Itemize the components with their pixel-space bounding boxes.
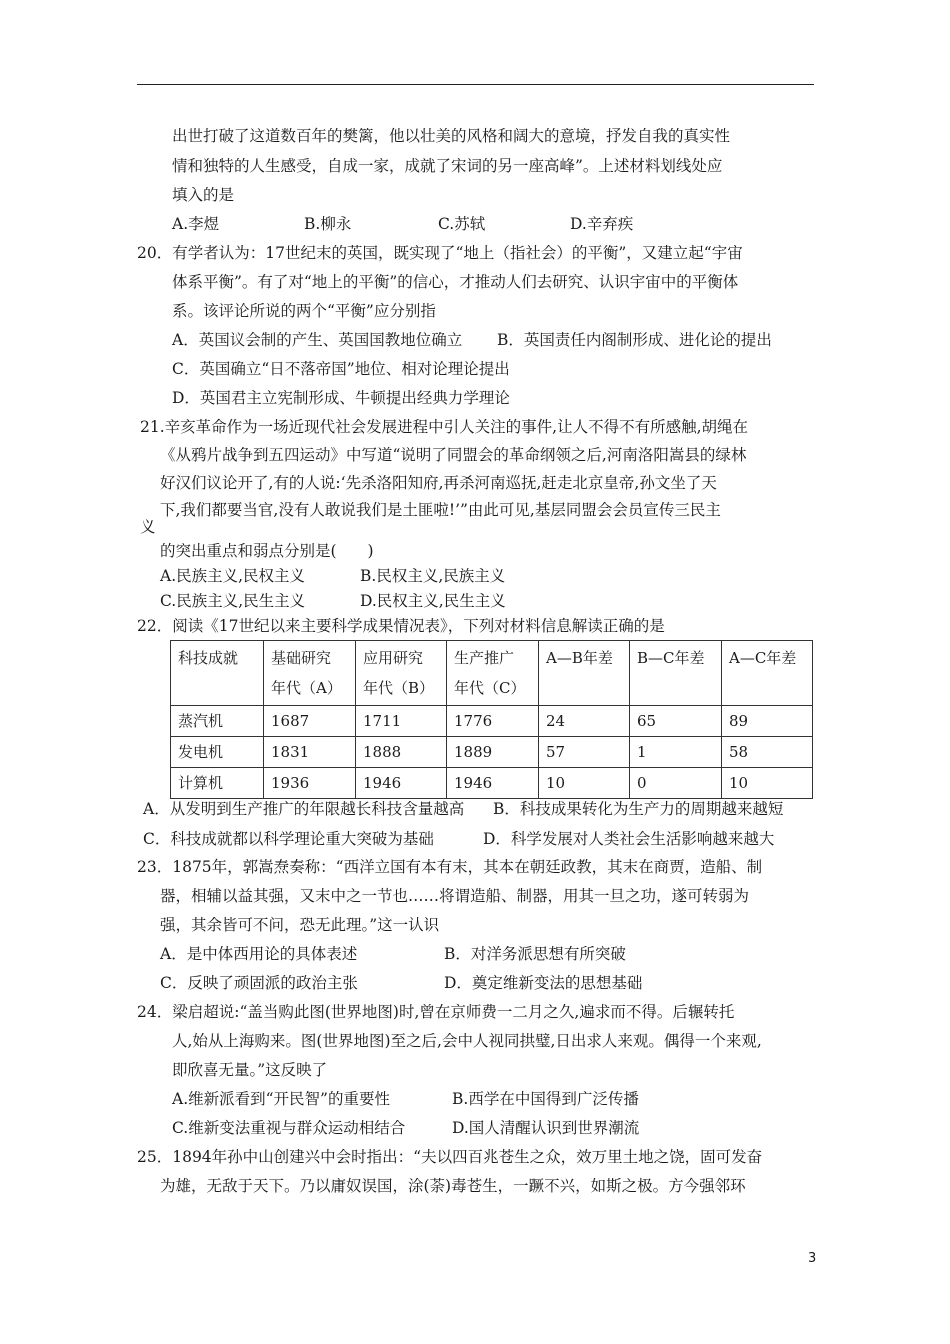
q20-option-a[interactable]: A．英国议会制的产生、英国国教地位确立 bbox=[172, 331, 463, 349]
q24-line-3: 即欣喜无量。”这反映了 bbox=[172, 1061, 328, 1079]
q21-line-1: 21.辛亥革命作为一场近现代社会发展进程中引人关注的事件,让人不得不有所感触,胡绳在 bbox=[140, 418, 749, 436]
q23-option-a[interactable]: A．是中体西用论的具体表述 bbox=[160, 945, 358, 963]
q20-option-c[interactable]: C．英国确立“日不落帝国”地位、相对论理论提出 bbox=[172, 360, 510, 378]
table-cell: 1 bbox=[630, 737, 722, 768]
table-cell: 10 bbox=[539, 768, 630, 799]
table-cell: 1946 bbox=[447, 768, 539, 799]
table-cell: 65 bbox=[630, 706, 722, 737]
table-cell: 1687 bbox=[264, 706, 356, 737]
table-header-cell: A—B年差 bbox=[539, 641, 630, 706]
q23-option-b[interactable]: B．对洋务派思想有所突破 bbox=[444, 945, 626, 963]
q24-option-b[interactable]: B.西学在中国得到广泛传播 bbox=[452, 1090, 639, 1108]
table-header-cell: A—C年差 bbox=[722, 641, 813, 706]
q22-option-d[interactable]: D．科学发展对人类社会生活影响越来越大 bbox=[483, 830, 775, 848]
table-header-cell: 科技成就 bbox=[171, 641, 264, 706]
q20-line-2: 体系平衡”。有了对“地上的平衡”的信心，才推动人们去研究、认识宇宙中的平衡体 bbox=[172, 273, 739, 291]
science-achievements-table bbox=[170, 640, 813, 799]
header-rule bbox=[137, 84, 814, 85]
q21-option-b[interactable]: B.民权主义,民族主义 bbox=[360, 567, 506, 585]
page-number: 3 bbox=[808, 1251, 817, 1266]
q19-line-2: 情和独特的人生感受，自成一家，成就了宋词的另一座高峰”。上述材料划线处应 bbox=[172, 157, 723, 175]
table-header-row bbox=[171, 641, 813, 706]
q24-line-1: 24．梁启超说:“盖当购此图(世界地图)时,曾在京师费一二月之久,遍求而不得。后辗转托 bbox=[137, 1003, 735, 1021]
table-cell: 0 bbox=[630, 768, 722, 799]
q23-line-1: 23．1875年，郭嵩焘奏称：“西洋立国有本有末，其本在朝廷政教，其末在商贾，造船、制 bbox=[137, 858, 763, 876]
table-cell: 1776 bbox=[447, 706, 539, 737]
q20-line-3: 系。该评论所说的两个“平衡”应分别指 bbox=[172, 302, 436, 320]
table-cell: 1831 bbox=[264, 737, 356, 768]
table-cell: 1711 bbox=[356, 706, 447, 737]
q22-option-b[interactable]: B．科技成果转化为生产力的周期越来越短 bbox=[493, 800, 784, 818]
q25-line-2: 为雄，无敌于天下。乃以庸奴误国，涂(荼)毒苍生，一蹶不兴，如斯之极。方今强邻环 bbox=[160, 1177, 746, 1195]
table-cell: 1936 bbox=[264, 768, 356, 799]
q23-line-3: 强，其余皆可不问，恐无此理。”这一认识 bbox=[160, 916, 440, 934]
table-cell: 57 bbox=[539, 737, 630, 768]
table-cell: 10 bbox=[722, 768, 813, 799]
q21-line-4: 下,我们都要当官,没有人敢说我们是土匪啦!’”由此可见,基层同盟会会员宣传三民主 bbox=[160, 501, 721, 519]
q21-line-2: 《从鸦片战争到五四运动》中写道“说明了同盟会的革命纲领之后,河南洛阳嵩县的绿林 bbox=[160, 446, 747, 464]
q21-line-3: 好汉们议论开了,有的人说:‘先杀洛阳知府,再杀河南巡抚,赶走北京皇帝,孙文坐了天 bbox=[160, 474, 717, 492]
q23-option-d[interactable]: D．奠定维新变法的思想基础 bbox=[444, 974, 643, 992]
table-row bbox=[171, 768, 813, 799]
table-cell: 89 bbox=[722, 706, 813, 737]
q24-option-a[interactable]: A.维新派看到“开民智”的重要性 bbox=[172, 1090, 390, 1108]
q22-stem: 22．阅读《17世纪以来主要科学成果情况表》，下列对材料信息解读正确的是 bbox=[137, 617, 665, 635]
q21-option-d[interactable]: D.民权主义,民生主义 bbox=[360, 592, 506, 610]
q20-option-b[interactable]: B．英国责任内阁制形成、进化论的提出 bbox=[497, 331, 772, 349]
table-header-cell: 应用研究 年代（B） bbox=[356, 641, 447, 706]
q21-line-6: 的突出重点和弱点分别是( ) bbox=[160, 542, 374, 560]
q24-option-c[interactable]: C.维新变法重视与群众运动相结合 bbox=[172, 1119, 406, 1137]
q25-line-1: 25．1894年孙中山创建兴中会时指出：“夫以四百兆苍生之众，效万里土地之饶，固可发奋 bbox=[137, 1148, 763, 1166]
q23-line-2: 器，相辅以益其强，又末中之一节也……将谓造船、制器，用其一旦之功，遂可转弱为 bbox=[160, 887, 750, 905]
q22-option-c[interactable]: C．科技成就都以科学理论重大突破为基础 bbox=[143, 830, 434, 848]
q19-option-a[interactable]: A.李煜 bbox=[172, 215, 220, 233]
q19-option-d[interactable]: D.辛弃疾 bbox=[570, 215, 634, 233]
table-cell: 58 bbox=[722, 737, 813, 768]
q24-option-d[interactable]: D.国人清醒认识到世界潮流 bbox=[452, 1119, 640, 1137]
table-cell: 1888 bbox=[356, 737, 447, 768]
q20-line-1: 20．有学者认为：17世纪末的英国，既实现了“地上（指社会）的平衡”，又建立起“宇宙 bbox=[137, 244, 743, 262]
q21-line-5: 义 bbox=[140, 518, 156, 536]
q22-option-a[interactable]: A．从发明到生产推广的年限越长科技含量越高 bbox=[143, 800, 465, 818]
q19-option-c[interactable]: C.苏轼 bbox=[438, 215, 486, 233]
q19-line-1: 出世打破了这道数百年的樊篱，他以壮美的风格和阔大的意境，抒发自我的真实性 bbox=[172, 127, 731, 145]
table-cell: 计算机 bbox=[171, 768, 264, 799]
q19-option-b[interactable]: B.柳永 bbox=[304, 215, 352, 233]
table-header-cell: B—C年差 bbox=[630, 641, 722, 706]
table-cell: 蒸汽机 bbox=[171, 706, 264, 737]
table-cell: 1946 bbox=[356, 768, 447, 799]
table-cell: 1889 bbox=[447, 737, 539, 768]
q21-option-c[interactable]: C.民族主义,民生主义 bbox=[160, 592, 306, 610]
table-header-cell: 基础研究 年代（A） bbox=[264, 641, 356, 706]
q23-option-c[interactable]: C．反映了顽固派的政治主张 bbox=[160, 974, 358, 992]
q24-line-2: 人,始从上海购来。图(世界地图)至之后,会中人视同拱璧,日出求人来观。偶得一个来观, bbox=[172, 1032, 762, 1050]
q19-line-3: 填入的是 bbox=[172, 186, 235, 204]
table-cell: 发电机 bbox=[171, 737, 264, 768]
q21-option-a[interactable]: A.民族主义,民权主义 bbox=[160, 567, 306, 585]
q20-option-d[interactable]: D．英国君主立宪制形成、牛顿提出经典力学理论 bbox=[172, 389, 510, 407]
table-row bbox=[171, 737, 813, 768]
table-row bbox=[171, 706, 813, 737]
table-cell: 24 bbox=[539, 706, 630, 737]
table-header-cell: 生产推广 年代（C） bbox=[447, 641, 539, 706]
